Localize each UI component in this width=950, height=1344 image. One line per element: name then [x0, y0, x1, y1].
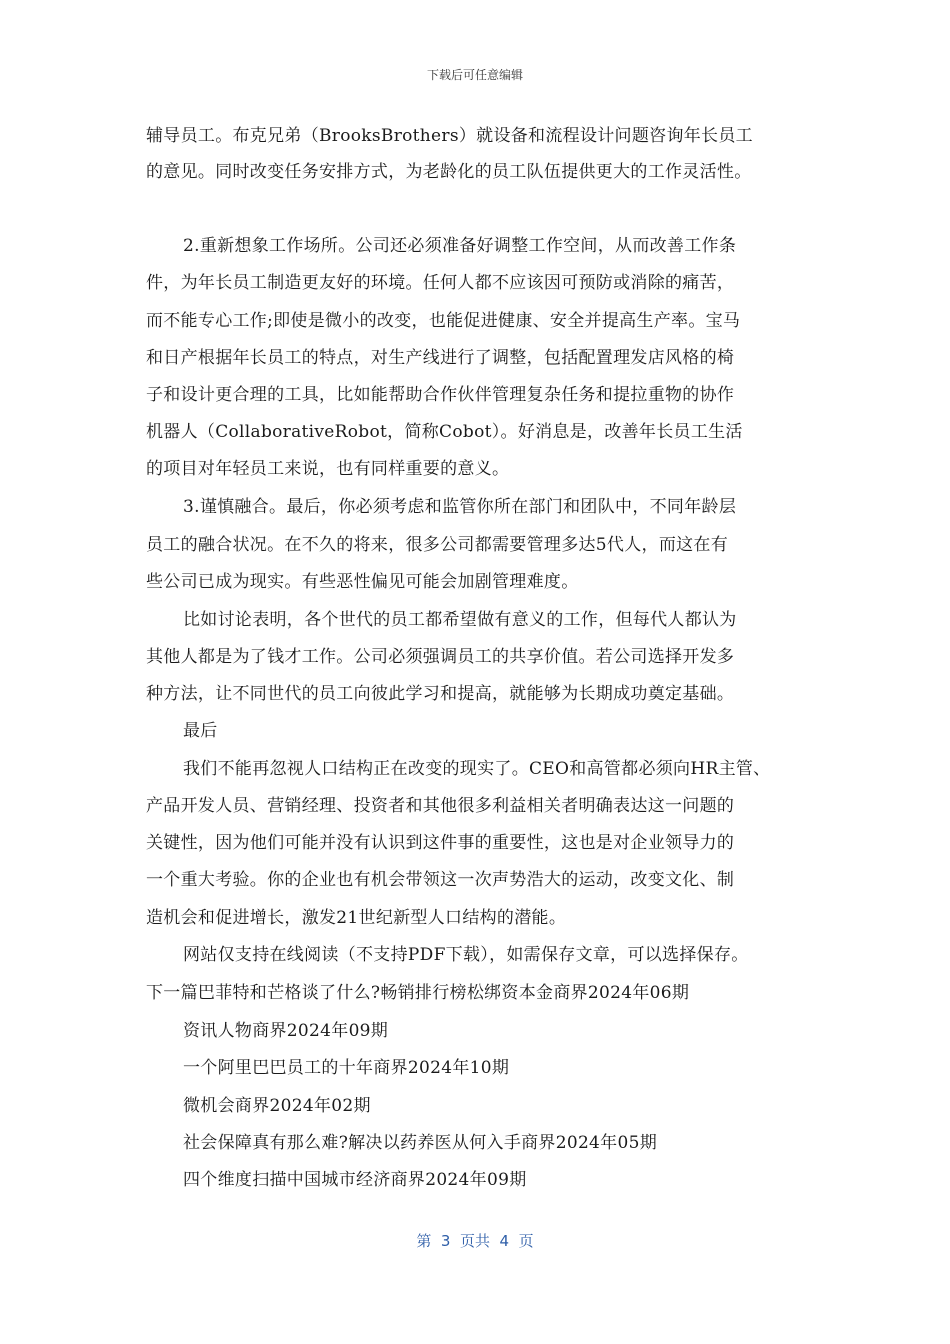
body-line: 其他人都是为了钱才工作。公司必须强调员工的共享价值。若公司选择开发多 [146, 647, 735, 667]
body-line: 件，为年长员工制造更友好的环境。任何人都不应该因可预防或消除的痛苦， [146, 273, 735, 293]
body-line: 比如讨论表明，各个世代的员工都希望做有意义的工作，但每代人都认为 [183, 610, 737, 630]
page-footer: 第 3 页共 4 页 [416, 1232, 534, 1250]
body-line: 辅导员工。布克兄弟（BrooksBrothers）就设备和流程设计问题咨询年长员工 [146, 126, 753, 146]
body-line: 子和设计更合理的工具，比如能帮助合作伙伴管理复杂任务和提拉重物的协作 [146, 385, 735, 405]
body-line: 种方法，让不同世代的员工向彼此学习和提高，就能够为长期成功奠定基础。 [146, 684, 735, 704]
related-link[interactable]: 社会保障真有那么难?解决以药养医从何入手商界2024年05期 [183, 1133, 658, 1153]
body-line: 我们不能再忽视人口结构正在改变的现实了。CEO和高管都必须向HR主管、 [183, 759, 771, 779]
body-line: 2.重新想象工作场所。公司还必须准备好调整工作空间，从而改善工作条 [183, 236, 737, 256]
page-header: 下载后可任意编辑 [426, 68, 523, 82]
body-line: 和日产根据年长员工的特点，对生产线进行了调整，包括配置理发店风格的椅 [146, 348, 735, 368]
body-line: 造机会和促进增长，激发21世纪新型人口结构的潜能。 [146, 908, 567, 928]
body-line: 员工的融合状况。在不久的将来，很多公司都需要管理多达5代人，而这在有 [146, 535, 729, 555]
body-line: 些公司已成为现实。有些恶性偏见可能会加剧管理难度。 [146, 572, 579, 592]
body-line: 3.谨慎融合。最后，你必须考虑和监管你所在部门和团队中，不同年龄层 [183, 497, 737, 517]
body-line: 机器人（CollaborativeRobot，简称Cobot）。好消息是，改善年长员工生活 [146, 422, 743, 442]
section-heading: 最后 [183, 721, 218, 741]
related-link[interactable]: 下一篇巴菲特和芒格谈了什么?畅销排行榜松绑资本金商界2024年06期 [146, 983, 690, 1003]
body-line: 而不能专心工作;即使是微小的改变，也能促进健康、安全并提高生产率。宝马 [146, 311, 741, 331]
body-line: 一个重大考验。你的企业也有机会带领这一次声势浩大的运动，改变文化、制 [146, 870, 735, 890]
related-link[interactable]: 资讯人物商界2024年09期 [183, 1021, 389, 1041]
body-line: 关键性，因为他们可能并没有认识到这件事的重要性，这也是对企业领导力的 [146, 833, 735, 853]
related-link[interactable]: 微机会商界2024年02期 [183, 1096, 371, 1116]
body-line: 网站仅支持在线阅读（不支持PDF下载），如需保存文章，可以选择保存。 [183, 945, 749, 965]
body-line: 产品开发人员、营销经理、投资者和其他很多利益相关者明确表达这一问题的 [146, 796, 735, 816]
related-link[interactable]: 四个维度扫描中国城市经济商界2024年09期 [183, 1170, 527, 1190]
related-link[interactable]: 一个阿里巴巴员工的十年商界2024年10期 [183, 1058, 510, 1078]
body-line: 的项目对年轻员工来说，也有同样重要的意义。 [146, 459, 510, 479]
body-line: 的意见。同时改变任务安排方式，为老龄化的员工队伍提供更大的工作灵活性。 [146, 162, 752, 182]
